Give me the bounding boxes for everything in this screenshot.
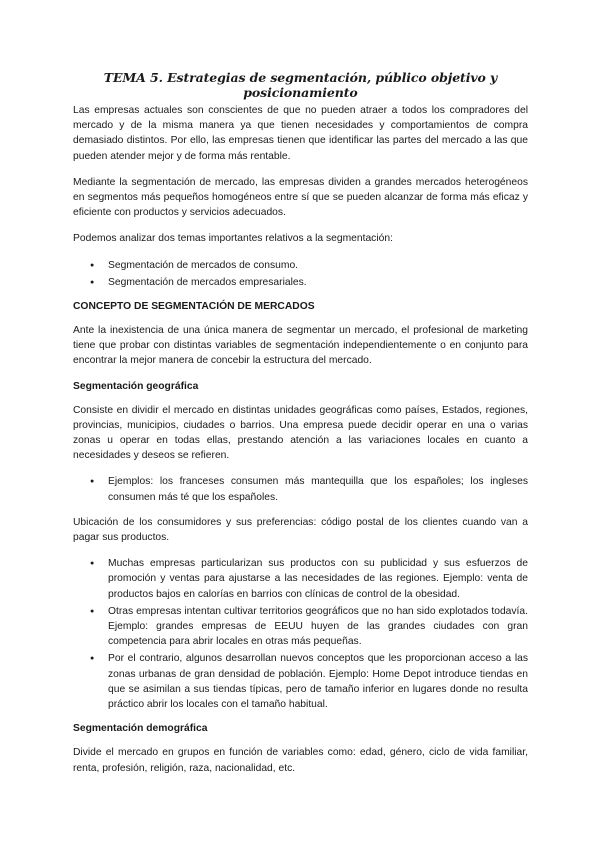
list-item: ● Ejemplos: los franceses consumen más mantequilla que los españoles; los ingleses consumen más té que los españoles.	[108, 474, 528, 504]
list-item: ● Muchas empresas particularizan sus productos con su publicidad y sus esfuerzos de promoción y ventas para ajustarse a las necesidades de las regiones. Ejemplo: venta de productos bajos en calorías en barrios con clínicas de control de la obesidad.	[108, 556, 528, 602]
list-item: ● Segmentación de mercados empresariales.	[108, 275, 528, 290]
demografica-paragraph: Divide el mercado en grupos en función de variables como: edad, género, ciclo de vida familiar, renta, profesión, religión, raza, nacionalidad, etc.	[73, 747, 528, 774]
section-heading-concepto: CONCEPTO DE SEGMENTACIÓN DE MERCADOS	[73, 301, 315, 313]
intro-paragraph-3: Podemos analizar dos temas importantes relativos a la segmentación:	[73, 233, 393, 245]
concepto-paragraph: Ante la inexistencia de una única manera de segmentar un mercado, el profesional de marketing tiene que probar con distintas variables de segmentación independientemente o en conjunto para encontrar la mejor manera de concebir la estructura del mercado.	[73, 325, 528, 367]
intro-paragraph-1: Las empresas actuales son conscientes de que no pueden atraer a todos los compradores del mercado y de la misma manera ya que tienen necesidades y comportamientos de compra demasiado distintos. Por ello, las empresas tienen que identificar las partes del mercado a las que pueden atender mejor y de forma más rentable.	[73, 105, 528, 162]
intro-bullet-list	[73, 258, 528, 290]
list-item: ● Otras empresas intentan cultivar territorios geográficos que no han sido explotados todavía. Ejemplo: grandes empresas de EEUU huyen de las grandes ciudades con gran competencia para abrir locales en otras más pequeñas.	[108, 604, 528, 650]
list-item: ● Segmentación de mercados de consumo.	[108, 258, 528, 273]
geografica-bullet-list-2	[73, 556, 528, 712]
document-title: TEMA 5. Estrategias de segmentación, público objetivo y posicionamiento	[103, 70, 498, 100]
list-item: ● Por el contrario, algunos desarrollan nuevos conceptos que les proporcionan acceso a las zonas urbanas de gran densidad de población. Ejemplo: Home Depot introduce tiendas en que se asimilan a sus tiendas típicas, pero de tamaño inferior en lugares donde no resulta práctico abrir los locales con el tamaño habitual.	[108, 651, 528, 712]
section-heading-demografica: Segmentación demográfica	[73, 723, 208, 735]
intro-paragraph-2: Mediante la segmentación de mercado, las empresas dividen a grandes mercados heterogéneos en segmentos más pequeños homogéneos entre sí que se pueden alcanzar de forma más eficaz y eficiente con productos y servicios adecuados.	[73, 176, 528, 219]
section-heading-geografica: Segmentación geográfica	[73, 380, 199, 392]
geografica-paragraph-1: Consiste en dividir el mercado en distintas unidades geográficas como países, Estados, regiones, provincias, municipios, ciudades o barrios. Una empresa puede decidir operar en una o varias zonas u operar en todas ellas, prestando atención a las variaciones locales en cuanto a necesidades y deseos se refieren.	[73, 404, 528, 462]
geografica-paragraph-2: Ubicación de los consumidores y sus preferencias: código postal de los clientes cuando van a pagar sus productos.	[73, 516, 528, 544]
geografica-bullet-list-1	[73, 474, 528, 504]
document-page	[73, 70, 528, 787]
